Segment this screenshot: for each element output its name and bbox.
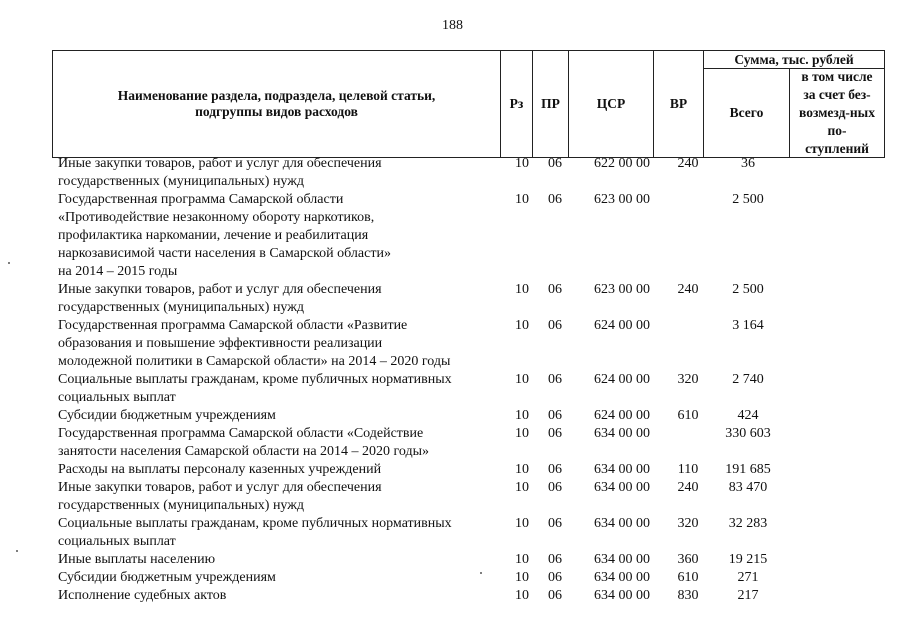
row-rz: 10 xyxy=(515,156,529,171)
row-rz: 10 xyxy=(515,318,529,333)
scan-speck xyxy=(8,262,10,264)
row-name xyxy=(58,515,498,551)
row-rz: 10 xyxy=(515,426,529,441)
row-vr: 610 xyxy=(677,408,699,423)
row-vr: 830 xyxy=(677,588,699,603)
row-name-line: Государственная программа Самарской области «Содействие xyxy=(58,426,424,441)
row-name-line: наркозависимой части населения в Самарской области» xyxy=(58,246,391,261)
row-pr: 06 xyxy=(548,588,562,603)
row-name xyxy=(58,587,498,605)
table-body xyxy=(58,155,771,605)
row-name-line: Иные закупки товаров, работ и услуг для обеспечения xyxy=(58,156,382,171)
row-name-line: образования и повышение эффективности реализации xyxy=(58,336,383,351)
row-csr: 623 00 00 xyxy=(594,282,650,297)
page-number: 188 xyxy=(442,18,463,33)
scan-speck xyxy=(480,572,482,574)
header-incl xyxy=(789,69,884,157)
row-total: 19 215 xyxy=(728,552,768,567)
row-name-line: Исполнение судебных актов xyxy=(58,588,227,603)
row-name xyxy=(58,407,498,425)
header-sum xyxy=(703,51,884,69)
table-row xyxy=(58,569,759,587)
row-csr: 634 00 00 xyxy=(594,426,650,441)
row-vr: 320 xyxy=(677,516,699,531)
scan-speck xyxy=(16,550,18,552)
row-name-line: Социальные выплаты гражданам, кроме публичных нормативных xyxy=(58,372,452,387)
row-name-line: занятости населения Самарской области на 2014 – 2020 годы» xyxy=(58,444,430,459)
header-name-text: Наименование раздела, подраздела, целевой статьи, подгруппы видов расходов xyxy=(117,88,436,119)
row-csr: 622 00 00 xyxy=(594,156,650,171)
row-csr: 624 00 00 xyxy=(594,372,650,387)
header-rz-text: Рз xyxy=(509,96,524,111)
row-name xyxy=(58,191,498,281)
row-name-line: Социальные выплаты гражданам, кроме публичных нормативных xyxy=(58,516,452,531)
row-csr: 634 00 00 xyxy=(594,570,650,585)
table-row xyxy=(58,281,764,317)
row-name-line: государственных (муниципальных) нужд xyxy=(58,498,305,513)
row-csr: 624 00 00 xyxy=(594,408,650,423)
row-pr: 06 xyxy=(548,570,562,585)
row-pr: 06 xyxy=(548,426,562,441)
row-pr: 06 xyxy=(548,282,562,297)
header-vr-text: ВР xyxy=(669,96,688,111)
table-row xyxy=(58,317,764,371)
row-name-line: Государственная программа Самарской области xyxy=(58,192,344,207)
header-csr-text: ЦСР xyxy=(596,96,626,111)
row-pr: 06 xyxy=(548,480,562,495)
row-vr: 110 xyxy=(677,462,699,477)
row-name-line: Расходы на выплаты персоналу казенных учреждений xyxy=(58,462,382,477)
row-rz: 10 xyxy=(515,570,529,585)
row-rz: 10 xyxy=(515,462,529,477)
header-incl-text: в том числе за счет без-возмезд-ных по-ступлений xyxy=(799,69,875,156)
row-name-line: молодежной политики в Самарской области» на 2014 – 2020 годы xyxy=(58,354,451,369)
row-total: 36 xyxy=(741,156,755,171)
header-pr xyxy=(532,51,568,157)
row-total: 2 500 xyxy=(732,192,764,207)
table-header xyxy=(52,50,885,158)
row-name xyxy=(58,371,498,407)
header-total-text: Всего xyxy=(729,105,764,120)
row-vr: 240 xyxy=(677,282,699,297)
header-vr xyxy=(653,51,703,157)
row-name xyxy=(58,569,498,587)
row-pr: 06 xyxy=(548,408,562,423)
row-name-line: Субсидии бюджетным учреждениям xyxy=(58,408,276,423)
row-pr: 06 xyxy=(548,516,562,531)
row-csr: 634 00 00 xyxy=(594,552,650,567)
row-name-line: государственных (муниципальных) нужд xyxy=(58,174,305,189)
row-total: 3 164 xyxy=(732,318,764,333)
row-total: 330 603 xyxy=(725,426,771,441)
row-name-line: Государственная программа Самарской области «Развитие xyxy=(58,318,408,333)
table-row xyxy=(58,461,771,479)
header-total xyxy=(703,69,789,157)
row-total: 271 xyxy=(737,570,759,585)
row-pr: 06 xyxy=(548,156,562,171)
row-total: 2 500 xyxy=(732,282,764,297)
row-total: 191 685 xyxy=(725,462,771,477)
table-row xyxy=(58,425,771,461)
row-vr: 320 xyxy=(677,372,699,387)
row-name-line: Иные закупки товаров, работ и услуг для обеспечения xyxy=(58,480,382,495)
row-name xyxy=(58,317,498,371)
row-vr: 240 xyxy=(677,480,699,495)
row-rz: 10 xyxy=(515,552,529,567)
row-name-line: Иные закупки товаров, работ и услуг для обеспечения xyxy=(58,282,382,297)
row-name-line: социальных выплат xyxy=(58,534,176,549)
row-name xyxy=(58,551,498,569)
row-total: 32 283 xyxy=(728,516,768,531)
row-name-line: Иные выплаты населению xyxy=(58,552,216,567)
table-row xyxy=(58,191,764,281)
row-rz: 10 xyxy=(515,516,529,531)
row-csr: 623 00 00 xyxy=(594,192,650,207)
row-csr: 624 00 00 xyxy=(594,318,650,333)
header-name xyxy=(53,51,500,157)
row-total: 217 xyxy=(737,588,759,603)
row-total: 424 xyxy=(737,408,759,423)
row-pr: 06 xyxy=(548,372,562,387)
table-row xyxy=(58,407,759,425)
header-rz xyxy=(500,51,532,157)
table-row xyxy=(58,479,768,515)
row-name-line: социальных выплат xyxy=(58,390,176,405)
row-rz: 10 xyxy=(515,408,529,423)
header-sum-text: Сумма, тыс. рублей xyxy=(734,51,854,67)
row-name xyxy=(58,479,498,515)
row-csr: 634 00 00 xyxy=(594,516,650,531)
row-csr: 634 00 00 xyxy=(594,462,650,477)
row-pr: 06 xyxy=(548,552,562,567)
row-total: 2 740 xyxy=(732,372,764,387)
row-rz: 10 xyxy=(515,372,529,387)
row-name-line: профилактика наркомании, лечение и реабилитация xyxy=(58,228,369,243)
header-csr xyxy=(568,51,653,157)
row-rz: 10 xyxy=(515,192,529,207)
row-name-line: «Противодействие незаконному обороту наркотиков, xyxy=(58,210,375,225)
row-name-line: Субсидии бюджетным учреждениям xyxy=(58,570,276,585)
table-row xyxy=(58,515,768,551)
header-pr-text: ПР xyxy=(541,96,560,111)
row-name-line: на 2014 – 2015 годы xyxy=(58,264,178,279)
row-vr: 360 xyxy=(677,552,699,567)
row-name xyxy=(58,281,498,317)
row-name xyxy=(58,461,498,479)
row-vr: 610 xyxy=(677,570,699,585)
row-name xyxy=(58,155,498,191)
row-csr: 634 00 00 xyxy=(594,588,650,603)
row-name xyxy=(58,425,498,461)
row-pr: 06 xyxy=(548,318,562,333)
row-vr: 240 xyxy=(677,156,699,171)
row-pr: 06 xyxy=(548,462,562,477)
row-rz: 10 xyxy=(515,588,529,603)
row-pr: 06 xyxy=(548,192,562,207)
row-name-line: государственных (муниципальных) нужд xyxy=(58,300,305,315)
table-row xyxy=(58,155,755,191)
table-row xyxy=(58,587,759,605)
row-rz: 10 xyxy=(515,480,529,495)
row-total: 83 470 xyxy=(728,480,768,495)
row-rz: 10 xyxy=(515,282,529,297)
row-csr: 634 00 00 xyxy=(594,480,650,495)
table-row xyxy=(58,551,768,569)
table-row xyxy=(58,371,764,407)
